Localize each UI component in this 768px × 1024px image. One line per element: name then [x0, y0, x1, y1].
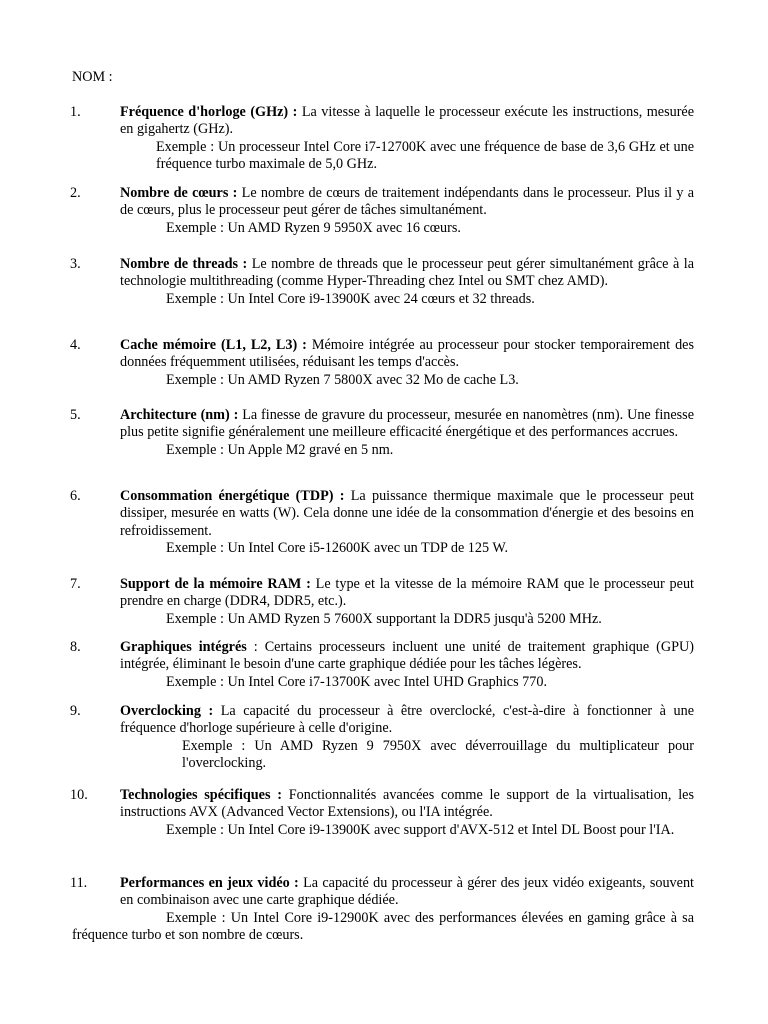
item-example: Exemple : Un Intel Core i5-12600K avec un TDP de 125 W.: [166, 540, 509, 557]
item-description: Le type et la vitesse de la mémoire RAM que le processeur peut prendre en charge (DDR4, DDR5, etc.).: [120, 576, 694, 610]
item-number: 6.: [70, 488, 81, 504]
item-description: La capacité du processeur à gérer des jeux vidéo exigeants, souvent en combinaison avec une carte graphique dédiée.: [120, 875, 694, 909]
item-term: Overclocking :: [120, 703, 214, 719]
item-term: Consommation énergétique (TDP) :: [120, 488, 345, 504]
list-item: [72, 576, 694, 628]
item-number: 9.: [70, 703, 81, 719]
list-item: [72, 703, 694, 773]
item-example: Exemple : Un Intel Core i7-13700K avec Intel UHD Graphics 770.: [166, 673, 547, 690]
item-text: [72, 185, 694, 220]
item-term: Technologies spécifiques :: [120, 787, 282, 803]
item-example: Exemple : Un AMD Ryzen 9 7950X avec déverrouillage du multiplicateur pour l'overclocking.: [182, 737, 694, 772]
item-term: Support de la mémoire RAM :: [120, 576, 311, 592]
item-text: [72, 639, 694, 674]
item-number: 2.: [70, 185, 81, 201]
item-term: Cache mémoire (L1, L2, L3) :: [120, 337, 307, 353]
list-item: [72, 639, 694, 691]
item-term: Performances en jeux vidéo :: [120, 875, 299, 891]
item-example: Exemple : Un AMD Ryzen 5 7600X supportant la DDR5 jusqu'à 5200 MHz.: [166, 610, 602, 627]
item-text: [72, 337, 694, 372]
item-number: 1.: [70, 104, 81, 120]
item-description: Le nombre de threads que le processeur peut gérer simultanément grâce à la technologie multithreading (comme Hyper-Threading chez Intel ou SMT chez AMD).: [120, 256, 694, 290]
item-number: 3.: [70, 256, 81, 272]
item-description: La vitesse à laquelle le processeur exécute les instructions, mesurée en gigahertz (GHz).: [120, 104, 695, 138]
item-term: Architecture (nm) :: [120, 407, 239, 423]
item-description: La puissance thermique maximale que le processeur peut dissiper, mesurée en watts (W). Cela donne une idée de la consommation d'énergie et des besoins en refroidissement.: [120, 488, 694, 539]
item-number: 4.: [70, 337, 81, 353]
item-example: Exemple : Un Intel Core i9-13900K avec support d'AVX-512 et Intel DL Boost pour l'IA.: [166, 821, 675, 838]
nom-label: NOM :: [72, 69, 113, 85]
item-description: Mémoire intégrée au processeur pour stocker temporairement des données fréquemment utilisées, réduisant les temps d'accès.: [120, 337, 694, 371]
item-text: [72, 104, 694, 139]
item-term: Nombre de cœurs :: [120, 185, 238, 201]
item-description: La capacité du processeur à être overclocké, c'est-à-dire à fonctionner à une fréquence d'horloge supérieure à celle d'origine.: [120, 703, 694, 737]
item-number: 8.: [70, 639, 81, 655]
item-example: Exemple : Un Apple M2 gravé en 5 nm.: [166, 441, 394, 458]
list-item: [72, 787, 694, 839]
item-description: Fonctionnalités avancées comme le support de la virtualisation, les instructions AVX (Advanced Vector Extensions), ou l'IA intégrée.: [120, 787, 694, 821]
item-description: : Certains processeurs incluent une unité de traitement graphique (GPU) intégrée, éliminant le besoin d'une carte graphique dédiée pour les tâches légères.: [120, 639, 694, 673]
item-text: [72, 488, 694, 540]
list-item: [72, 256, 694, 308]
item-number: 5.: [70, 407, 81, 423]
list-item: [72, 875, 694, 945]
item-description: La finesse de gravure du processeur, mesurée en nanomètres (nm). Une finesse plus petite signifie généralement une meilleure efficacité énergétique et des performances accrues.: [120, 407, 694, 441]
item-number: 10.: [70, 787, 88, 803]
item-text: [72, 407, 694, 442]
item-example: Exemple : Un Intel Core i9-12900K avec des performances élevées en gaming grâce à sa fréquence turbo et son nombre de cœurs.: [72, 909, 694, 944]
item-text: [72, 256, 694, 291]
list-item: [72, 407, 694, 459]
item-text: [72, 875, 694, 910]
item-example: Exemple : Un AMD Ryzen 9 5950X avec 16 cœurs.: [166, 219, 461, 236]
item-example: Exemple : Un processeur Intel Core i7-12700K avec une fréquence de base de 3,6 GHz et une fréquence turbo maximale de 5,0 GHz.: [156, 138, 694, 173]
item-term: Nombre de threads :: [120, 256, 248, 272]
item-term: Fréquence d'horloge (GHz) :: [120, 104, 298, 120]
item-text: [72, 787, 694, 822]
item-text: [72, 576, 694, 611]
list-item: [72, 337, 694, 389]
item-example: Exemple : Un Intel Core i9-13900K avec 24 cœurs et 32 threads.: [166, 290, 535, 307]
item-number: 11.: [70, 875, 88, 891]
list-item: [72, 104, 694, 174]
list-item: [72, 185, 694, 237]
item-text: [72, 703, 694, 738]
item-number: 7.: [70, 576, 81, 592]
item-description: Le nombre de cœurs de traitement indépendants dans le processeur. Plus il y a de cœurs, plus le processeur peut gérer de tâches simultanément.: [120, 185, 694, 219]
item-term: Graphiques intégrés: [120, 639, 247, 655]
item-example: Exemple : Un AMD Ryzen 7 5800X avec 32 Mo de cache L3.: [166, 371, 519, 388]
list-item: [72, 488, 694, 558]
